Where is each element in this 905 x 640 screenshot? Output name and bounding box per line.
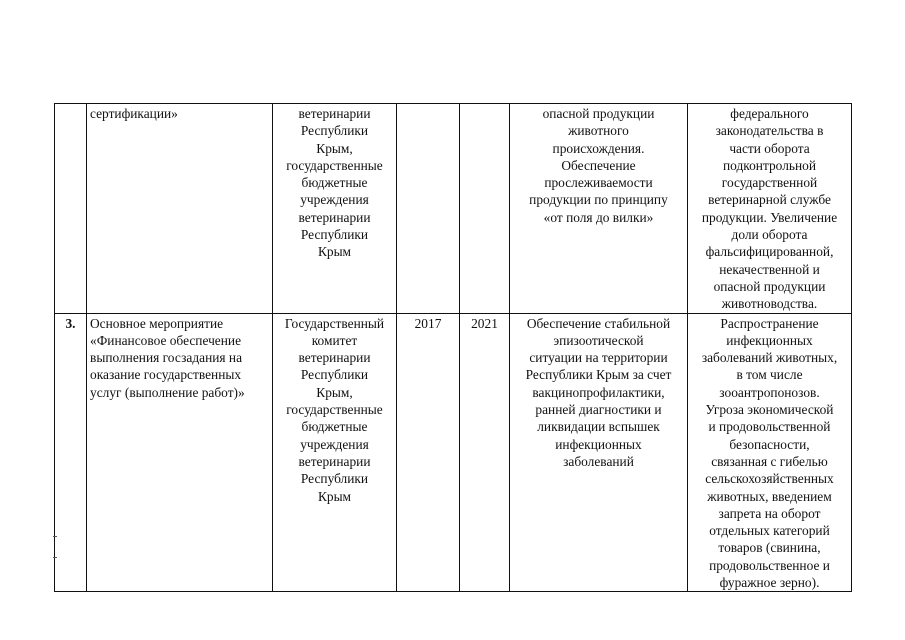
start-year: 2017 [414,315,442,331]
executor: ветеринарии Республики Крым, государственные бюджетные учреждения ветеринарии Республики Крым [286,106,383,260]
measure-name-cell [87,104,273,314]
scan-edge-mark [53,536,57,537]
measure-name-cell [87,313,273,592]
program-measures-table [54,103,852,592]
expected-result: опасной продукции животного происхождения. Обеспечение прослеживаемости продукции по принципу «от поля до вилки» [529,106,668,225]
start-year-cell [397,104,460,314]
consequences-cell [688,104,852,314]
executor-cell [273,104,397,314]
table-row [55,313,852,592]
row-number-cell [55,313,87,592]
consequences: Распространение инфекционных заболеваний животных, в том числе зооантропонозов. Угроза экономической и продовольственной безопасности, связанная с гибелью сельскохозяйственных животных, введением запрета на оборот отдельных категорий товаров (свинина, продовольственное и фуражное зерно). [701,315,838,591]
row-number-cell [55,104,87,314]
end-year: 2021 [471,315,498,331]
table-row [55,104,852,314]
executor-cell [273,313,397,592]
consequences-cell [688,313,852,592]
expected-result: Обеспечение стабильной эпизоотической ситуации на территории Республики Крым за счет вакцинопрофилактики, ранней диагностики и ликвидации вспышек инфекционных заболеваний [525,315,672,469]
expected-result-cell [510,313,688,592]
expected-result-cell [510,104,688,314]
row-number: 3. [65,315,76,331]
measure-name: сертификации» [90,106,178,121]
executor: Государственный комитет ветеринарии Республики Крым, государственные бюджетные учреждения ветеринарии Республики Крым [284,315,385,504]
scan-edge-mark [53,557,57,558]
end-year-cell [460,104,510,314]
measure-name: Основное мероприятие «Финансовое обеспечение выполнения госзадания на оказание государственных услуг (выполнение работ)» [90,315,245,400]
start-year-cell [397,313,460,592]
consequences: федерального законодательства в части оборота подконтрольной государственной ветеринарной службе продукции. Увеличение доли оборота фальсифицированной, некачественной и опасной продукции животноводства. [701,106,838,312]
end-year-cell [460,313,510,592]
